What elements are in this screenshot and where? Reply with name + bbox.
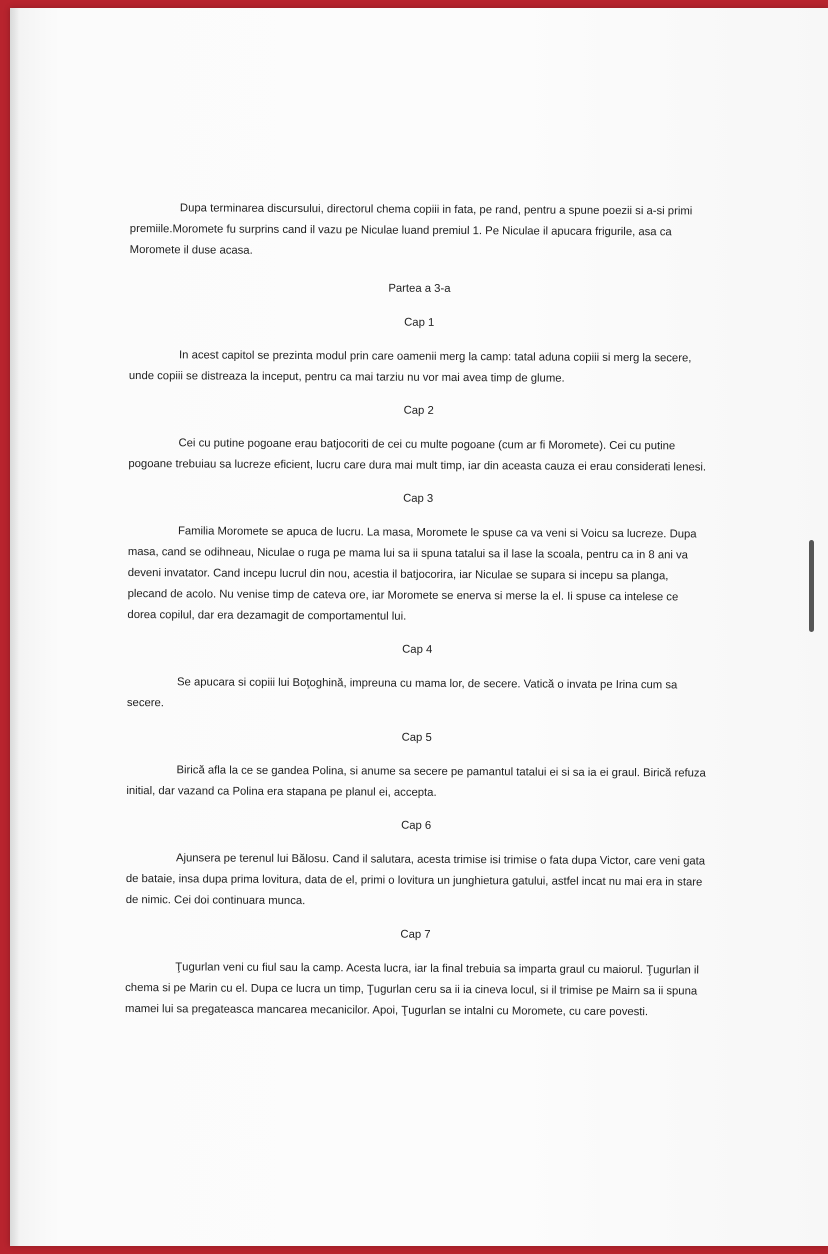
chapter-3-text: Familia Moromete se apuca de lucru. La masa, Moromete le spuse ca va veni si Voicu sa lucreze. Dupa masa, cand se odihneau, Niculae o ruga pe mama lui sa ii spuna tatalui sa il lase la scoala, pentru ca in 8 ani va deveni invatator. Cand incepu lucrul din nou, acestia il batjocorira, iar Niculae se supara si incepu sa planga, plecand de acolo. Nu venise timp de cateva ore, iar Moromete se enerva si merse la el. Ii spuse ca intelese ce dorea copilul, dar era dezamagit de comportamentul lui. bbox=[127, 525, 697, 623]
document-body bbox=[125, 198, 710, 1024]
chapter-7-title: Cap 7 bbox=[400, 928, 431, 941]
chapter-6-text: Ajunsera pe terenul lui Bălosu. Cand il salutara, acesta trimise isi trimise o fata dupa Victor, care veni gata de bataie, insa dupa prima lovitura, data de el, primi o lovitura un junghietura gatului, astfel incat nu mai era in stare de nimic. Cei doi continuara munca. bbox=[125, 852, 706, 908]
page-edge-shadow bbox=[10, 8, 20, 1246]
chapter-1-title: Cap 1 bbox=[404, 316, 435, 329]
chapter-4-title: Cap 4 bbox=[402, 643, 433, 656]
chapter-1-text: In acest capitol se prezinta modul prin care oamenii merg la camp: tatal aduna copiii si merg la secere, unde copiii se distreaza la inceput, pentru ca mai tarziu nu vor mai avea timp de glume. bbox=[128, 349, 692, 385]
chapter-4-text: Se apucara si copiii lui Boţoghină, impreuna cu mama lor, de secere. Vatică o invata pe Irina cum sa secere. bbox=[126, 676, 678, 710]
chapter-5-title: Cap 5 bbox=[401, 731, 432, 744]
chapter-6-title: Cap 6 bbox=[401, 819, 432, 832]
part-title: Partea a 3-a bbox=[388, 282, 451, 295]
scrollbar-thumb[interactable] bbox=[809, 540, 814, 632]
chapter-2-text: Cei cu putine pogoane erau batjocoriti de cei cu multe pogoane (cum ar fi Moromete). Cei cu putine pogoane trebuiau sa lucreze eficient, lucru care dura mai mult timp, iar din aceasta cauza ei erau considerati lenesi. bbox=[128, 437, 707, 474]
intro-paragraph: Dupa terminarea discursului, directorul chema copiii in fata, pe rand, pentru a spune poezii si a-si primi premiile.Moromete fu surprins cand il vazu pe Niculae luand premiul 1. Pe Niculae il apucara frigurile, asa ca Moromete il duse acasa. bbox=[129, 202, 693, 257]
chapter-2-title: Cap 2 bbox=[403, 404, 434, 417]
chapter-7-text: Ţugurlan veni cu fiul sau la camp. Acesta lucra, iar la final trebuia sa imparta graul cu maiorul. Ţugurlan il chema si pe Marin cu el. Dupa ce lucra un timp, Ţugurlan ceru sa ii ia cineva locul, si il trimise pe Mairn sa ii spuna mamei lui sa pregateasca mancarea mecanicilor. Apoi, Ţugurlan se intalni cu Moromete, cu care povesti. bbox=[125, 961, 700, 1019]
chapter-3-title: Cap 3 bbox=[403, 492, 434, 505]
chapter-5-text: Birică afla la ce se gandea Polina, si anume sa secere pe pamantul tatalui ei si sa ia ei graul. Birică refuza initial, dar vazand ca Polina era stapana pe planul ei, accepta. bbox=[126, 764, 706, 799]
document-page bbox=[10, 8, 828, 1246]
